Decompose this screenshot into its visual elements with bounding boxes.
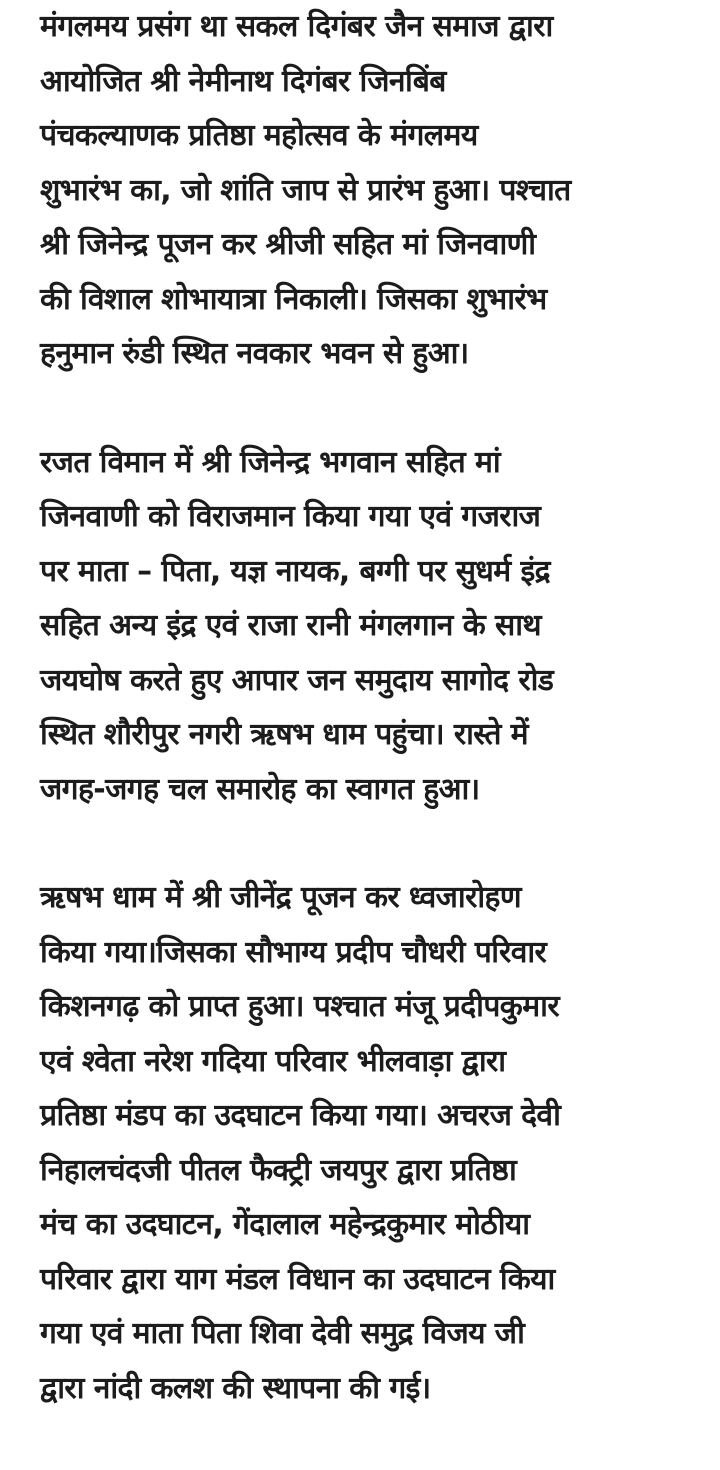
- text-line: द्वारा नांदी कलश की स्थापना की गई।: [40, 1370, 431, 1406]
- text-line: की विशाल शोभायात्रा निकाली। जिसका शुभारंभ: [40, 281, 547, 317]
- text-line: हनुमान रुंडी स्थित नवकार भवन से हुआ।: [40, 336, 469, 371]
- text-line: मंच का उदघाटन, गेंदालाल महेन्द्रकुमार मोठीया: [40, 1207, 530, 1242]
- text-line: श्री जिनेन्द्र पूजन कर श्रीजी सहित मां जिनवाणी: [40, 227, 536, 262]
- text-line: ऋषभ धाम में श्री जीनेंद्र पूजन कर ध्वजारोहण: [40, 880, 521, 915]
- article-body: [40, 0, 680, 1470]
- text-line: सहित अन्य इंद्र एवं राजा रानी मंगलगान के साथ: [40, 608, 542, 643]
- text-line: निहालचंदजी पीतल फैक्ट्री जयपुर द्वारा प्रतिष्ठा: [40, 1152, 517, 1188]
- text-line: किया गया।जिसका सौभाग्य प्रदीप चौधरी परिवार: [40, 934, 547, 970]
- paragraph-2: [40, 436, 680, 818]
- text-line: गया एवं माता पिता शिवा देवी समुद्र विजय जी: [40, 1316, 525, 1351]
- text-line: शुभारंभ का, जो शांति जाप से प्रारंभ हुआ। पश्चात: [40, 172, 571, 208]
- text-line: प्रतिष्ठा मंडप का उदघाटन किया गया। अचरज देवी: [40, 1098, 561, 1133]
- text-line: पर माता – पिता, यज्ञ नायक, बग्गी पर सुधर्म इंद्र: [40, 553, 550, 589]
- text-line: परिवार द्वारा याग मंडल विधान का उदघाटन किया: [40, 1261, 555, 1297]
- text-line: आयोजित श्री नेमीनाथ दिगंबर जिनबिंब: [40, 63, 446, 99]
- text-line: रजत विमान में श्री जिनेन्द्र भगवान सहित मां: [40, 444, 501, 480]
- text-line: एवं श्वेता नरेश गदिया परिवार भीलवाड़ा द्वारा: [40, 1043, 506, 1079]
- text-line: मंगलमय प्रसंग था सकल दिगंबर जैन समाज द्वारा: [40, 9, 553, 44]
- text-line: पंचकल्याणक प्रतिष्ठा महोत्सव के मंगलमय: [40, 118, 478, 153]
- text-line: किशनगढ़ को प्राप्त हुआ। पश्चात मंजू प्रदीपकुमार: [40, 989, 559, 1024]
- text-line: जगह-जगह चल समारोह का स्वागत हुआ।: [40, 771, 480, 807]
- text-line: जयघोष करते हुए आपार जन समुदाय सागोद रोड: [40, 662, 554, 698]
- text-line: जिनवाणी को विराजमान किया गया एवं गजराज: [40, 499, 541, 534]
- paragraph-3: [40, 871, 680, 1416]
- paragraph-1: [40, 0, 680, 382]
- text-line: स्थित शौरीपुर नगरी ऋषभ धाम पहुंचा। रास्ते में: [40, 717, 529, 752]
